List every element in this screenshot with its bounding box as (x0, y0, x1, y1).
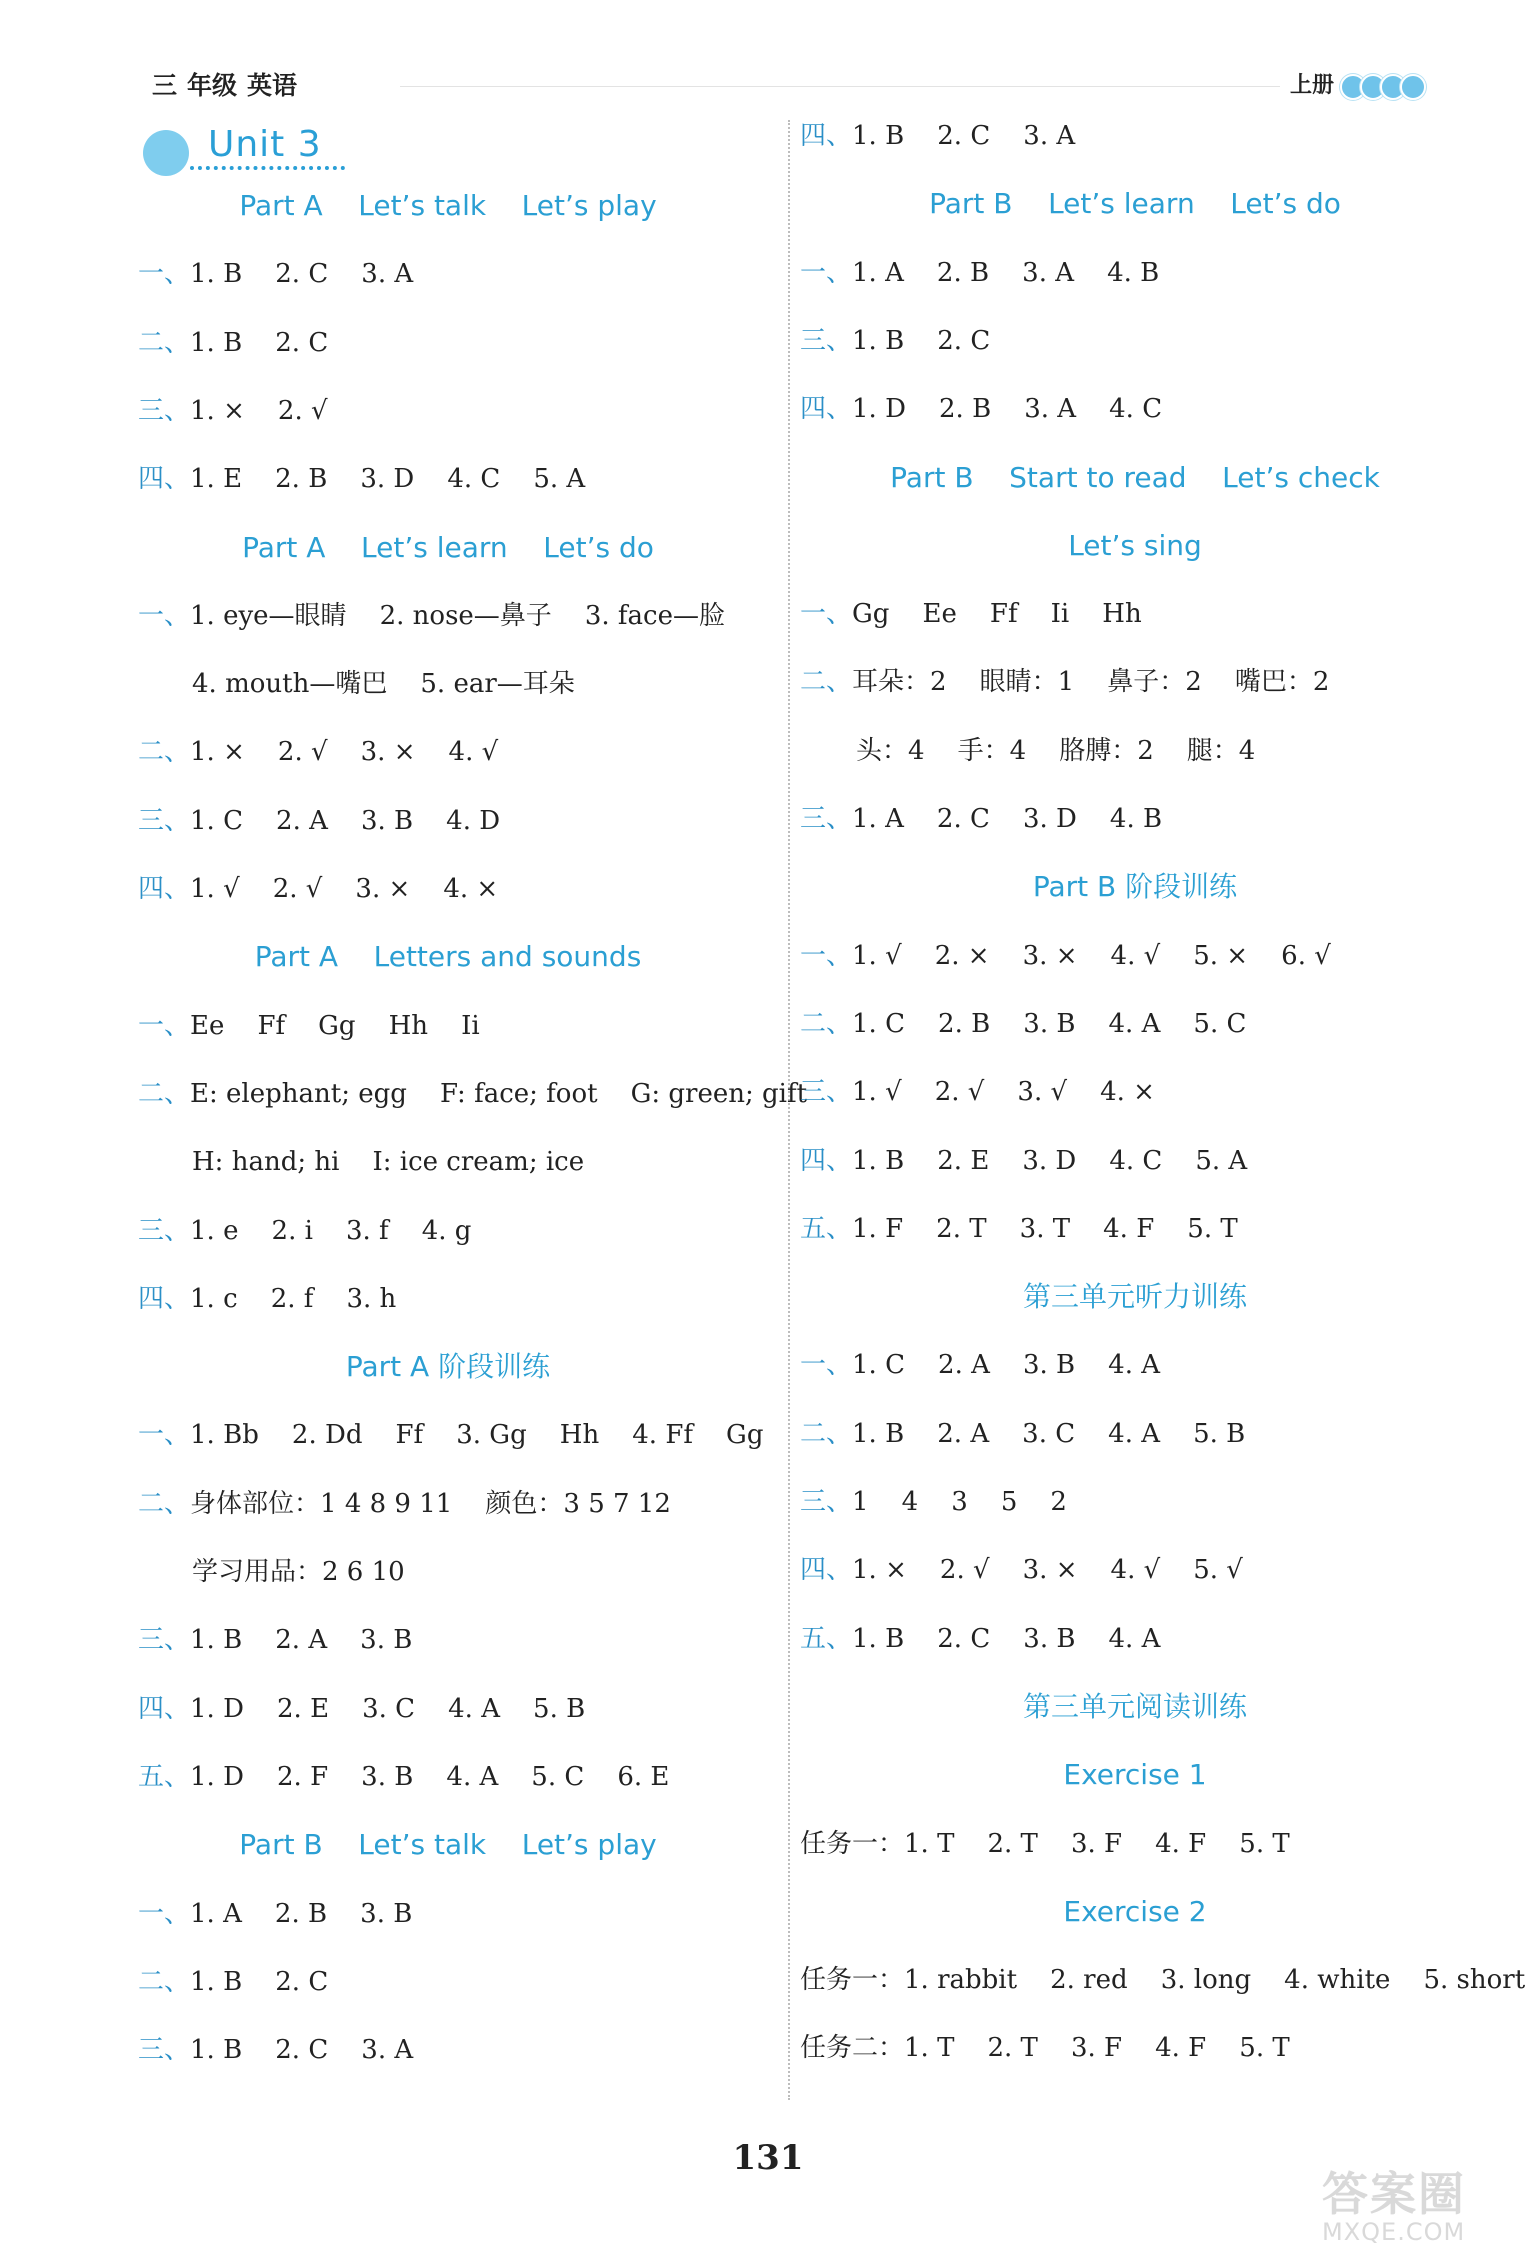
answer-line (800, 596, 1142, 632)
answer-text: 1. B 2. C (190, 327, 329, 358)
section-heading: 第三单元阅读训练 (1022, 1689, 1247, 1723)
answer-text: 1. A 2. B 3. A 4. B (852, 257, 1160, 288)
question-number: 四、 (800, 394, 853, 425)
answer-line (138, 1076, 807, 1112)
answer-text: 1. × 2. √ (190, 395, 328, 426)
answer-text: 1. B 2. C 3. A (190, 2035, 414, 2066)
grade-number: 三 (152, 71, 178, 100)
section-heading: Part A Let’s learn Let’s do (242, 530, 654, 564)
question-number: 一、 (138, 1898, 191, 1929)
section-heading: Exercise 1 (1063, 1758, 1207, 1792)
question-number: 三、 (800, 1077, 853, 1108)
subject: 英语 (247, 71, 298, 100)
question-number: 三、 (138, 1625, 191, 1656)
answer-text: 1. A 2. C 3. D 4. B (852, 804, 1163, 834)
watermark-url: MXQE.COM (1322, 2218, 1466, 2246)
question-number: 一、 (138, 1010, 191, 1041)
answer-text: 身体部位：1 4 8 9 11 颜色：3 5 7 12 (190, 1488, 671, 1519)
answer-text: 1. √ 2. × 3. × 4. √ 5. × 6. √ (852, 940, 1331, 971)
question-number: 五、 (800, 1623, 853, 1654)
answer-line (138, 1281, 396, 1317)
section-heading: Part A 阶段训练 (345, 1350, 551, 1384)
answer-text: 1. A 2. B 3. B (190, 1898, 413, 1929)
answer-line (138, 1964, 328, 2000)
question-number: 三、 (138, 2035, 191, 2066)
answer-line (800, 1006, 1246, 1042)
section-heading: Part B Let’s learn Let’s do (929, 187, 1341, 221)
section-heading: 第三单元听力训练 (1022, 1280, 1247, 1314)
answer-text: 1. D 2. B 3. A 4. C (852, 394, 1163, 425)
answer-text: 1. B 2. C (190, 1966, 329, 1997)
question-number: 二、 (138, 327, 191, 358)
question-number: 四、 (138, 874, 191, 904)
section-heading: Part B 阶段训练 (1032, 870, 1238, 904)
question-number: 四、 (138, 464, 191, 495)
unit-title: Unit 3 (208, 124, 322, 165)
answer-line (138, 1213, 471, 1249)
answer-text: 1. C 2. B 3. B 4. A 5. C (852, 1008, 1247, 1039)
answer-text: 1. c 2. f 3. h (190, 1283, 397, 1314)
answer-continuation: 头：4 手：4 胳膊：2 腿：4 (856, 735, 1256, 766)
question-number: 一、 (138, 259, 191, 290)
answer-text: E: elephant; egg F: face; foot G: green; gift (190, 1078, 808, 1109)
question-number: 四、 (138, 1693, 191, 1724)
answer-line (138, 1622, 412, 1658)
section-heading: Part B Start to read Let’s check (890, 460, 1380, 494)
answer-line (800, 1143, 1247, 1179)
question-number: 一、 (800, 940, 853, 971)
answer-text: 1. eye—眼睛 2. nose—鼻子 3. face—脸 (190, 600, 726, 631)
answer-text: 1. D 2. F 3. B 4. A 5. C 6. E (190, 1761, 670, 1792)
answer-line (138, 598, 725, 634)
answer-line (800, 2030, 1290, 2066)
question-number: 四、 (800, 1145, 853, 1176)
answer-text: 任务一：1. rabbit 2. red 3. long 4. white 5. short (800, 1965, 1526, 1996)
question-number: 二、 (138, 1966, 191, 1997)
answer-line (138, 256, 413, 292)
circle-icon (143, 130, 189, 176)
answer-continuation: 学习用品：2 6 10 (192, 1557, 405, 1587)
header-rule (400, 86, 1280, 87)
question-number: 四、 (800, 1555, 853, 1586)
watermark-text: 答案圈 (1322, 2167, 1466, 2221)
section-heading: Let’s sing (1068, 528, 1202, 562)
answer-line (138, 1486, 671, 1522)
answer-line (800, 1484, 1067, 1520)
question-number: 五、 (800, 1213, 853, 1244)
answer-text: Ee Ff Gg Hh Ii (190, 1010, 480, 1041)
answer-text: Gg Ee Ff Ii Hh (852, 599, 1142, 630)
question-number: 二、 (800, 667, 853, 698)
answer-line (800, 664, 1329, 700)
answer-line (138, 1691, 585, 1727)
question-number: 四、 (138, 1283, 191, 1314)
answer-text: 1. B 2. C 3. A (852, 121, 1076, 151)
answer-text: 1. √ 2. √ 3. × 4. × (190, 874, 499, 904)
question-number: 二、 (800, 1418, 853, 1449)
question-number: 三、 (138, 395, 191, 426)
section-heading: Exercise 2 (1063, 1894, 1207, 1928)
answer-line (138, 393, 328, 429)
answer-line (800, 938, 1331, 974)
answer-text: 1. B 2. C (852, 325, 991, 356)
answer-text: 1 4 3 5 2 (852, 1487, 1067, 1517)
page-number: 131 (732, 2138, 804, 2178)
answer-text: 1. D 2. E 3. C 4. A 5. B (190, 1693, 586, 1724)
answer-line (138, 1008, 480, 1044)
answer-line (800, 1416, 1245, 1452)
dot-icon (1400, 74, 1426, 100)
answer-text: 1. Bb 2. Dd Ff 3. Gg Hh 4. Ff Gg (190, 1420, 764, 1451)
answer-text: 1. B 2. A 3. C 4. A 5. B (852, 1418, 1246, 1449)
answer-line (800, 391, 1162, 427)
answer-line (138, 734, 498, 770)
answer-line (138, 1759, 669, 1795)
answer-line (800, 1074, 1155, 1110)
section-heading: Part A Letters and sounds (254, 940, 642, 974)
answer-line (138, 2032, 413, 2068)
unit-underline (190, 166, 345, 170)
answer-text: 1. × 2. √ 3. × 4. √ 5. √ (852, 1555, 1243, 1586)
answer-line (800, 1826, 1290, 1862)
question-number: 二、 (800, 1008, 853, 1039)
volume-label: 上册 (1290, 73, 1335, 98)
answer-line (138, 325, 328, 361)
answer-text: 1. B 2. C 3. A (190, 259, 414, 290)
answer-continuation: H: hand; hi I: ice cream; ice (192, 1147, 585, 1178)
answer-text: 1. √ 2. √ 3. √ 4. × (852, 1077, 1155, 1108)
answer-text: 1. F 2. T 3. T 4. F 5. T (852, 1213, 1238, 1244)
answer-line (138, 461, 585, 497)
answer-text: 1. e 2. i 3. f 4. g (190, 1215, 472, 1246)
answer-text: 1. B 2. A 3. B (190, 1625, 413, 1656)
answer-line (800, 118, 1075, 154)
question-number: 三、 (138, 805, 191, 836)
answer-line (800, 801, 1162, 837)
question-number: 二、 (138, 1078, 191, 1109)
answer-line (800, 255, 1159, 291)
question-number: 三、 (800, 804, 853, 834)
answer-line (800, 323, 990, 359)
answer-line (138, 1417, 763, 1453)
answer-text: 1. B 2. C 3. B 4. A (852, 1623, 1161, 1654)
answer-line (800, 1621, 1160, 1657)
answer-text: 1. B 2. E 3. D 4. C 5. A (852, 1145, 1248, 1176)
grade-label: 年级 (187, 71, 238, 100)
answer-line (800, 1211, 1238, 1247)
question-number: 一、 (800, 1350, 853, 1381)
question-number: 五、 (138, 1761, 191, 1792)
answer-text: 1. E 2. B 3. D 4. C 5. A (190, 464, 586, 495)
section-heading: Part B Let’s talk Let’s play (239, 1828, 657, 1862)
answer-line (138, 1896, 412, 1932)
question-number: 一、 (800, 599, 853, 630)
question-number: 三、 (800, 325, 853, 356)
answer-line (800, 1962, 1525, 1998)
answer-line (138, 871, 498, 907)
watermark (1322, 2158, 1466, 2246)
answer-line (800, 1347, 1160, 1383)
question-number: 一、 (138, 1420, 191, 1451)
answer-text: 任务一：1. T 2. T 3. F 4. F 5. T (800, 1828, 1290, 1859)
question-number: 一、 (138, 600, 191, 631)
answer-text: 任务二：1. T 2. T 3. F 4. F 5. T (800, 2033, 1290, 2064)
header-decoration (1346, 74, 1426, 100)
answer-text: 1. C 2. A 3. B 4. D (190, 805, 501, 836)
answer-text: 耳朵：2 眼睛：1 鼻子：2 嘴巴：2 (852, 667, 1330, 698)
question-number: 四、 (800, 121, 853, 151)
question-number: 三、 (800, 1487, 853, 1517)
question-number: 二、 (138, 737, 191, 768)
section-heading: Part A Let’s talk Let’s play (239, 189, 657, 222)
answer-text: 1. C 2. A 3. B 4. A (852, 1350, 1161, 1381)
page-header (152, 66, 307, 102)
answer-line (138, 803, 500, 839)
question-number: 三、 (138, 1215, 191, 1246)
question-number: 二、 (138, 1488, 191, 1519)
answer-continuation: 4. mouth—嘴巴 5. ear—耳朵 (192, 669, 575, 700)
answer-line (800, 1552, 1243, 1588)
question-number: 一、 (800, 257, 853, 288)
answer-text: 1. × 2. √ 3. × 4. √ (190, 737, 499, 768)
